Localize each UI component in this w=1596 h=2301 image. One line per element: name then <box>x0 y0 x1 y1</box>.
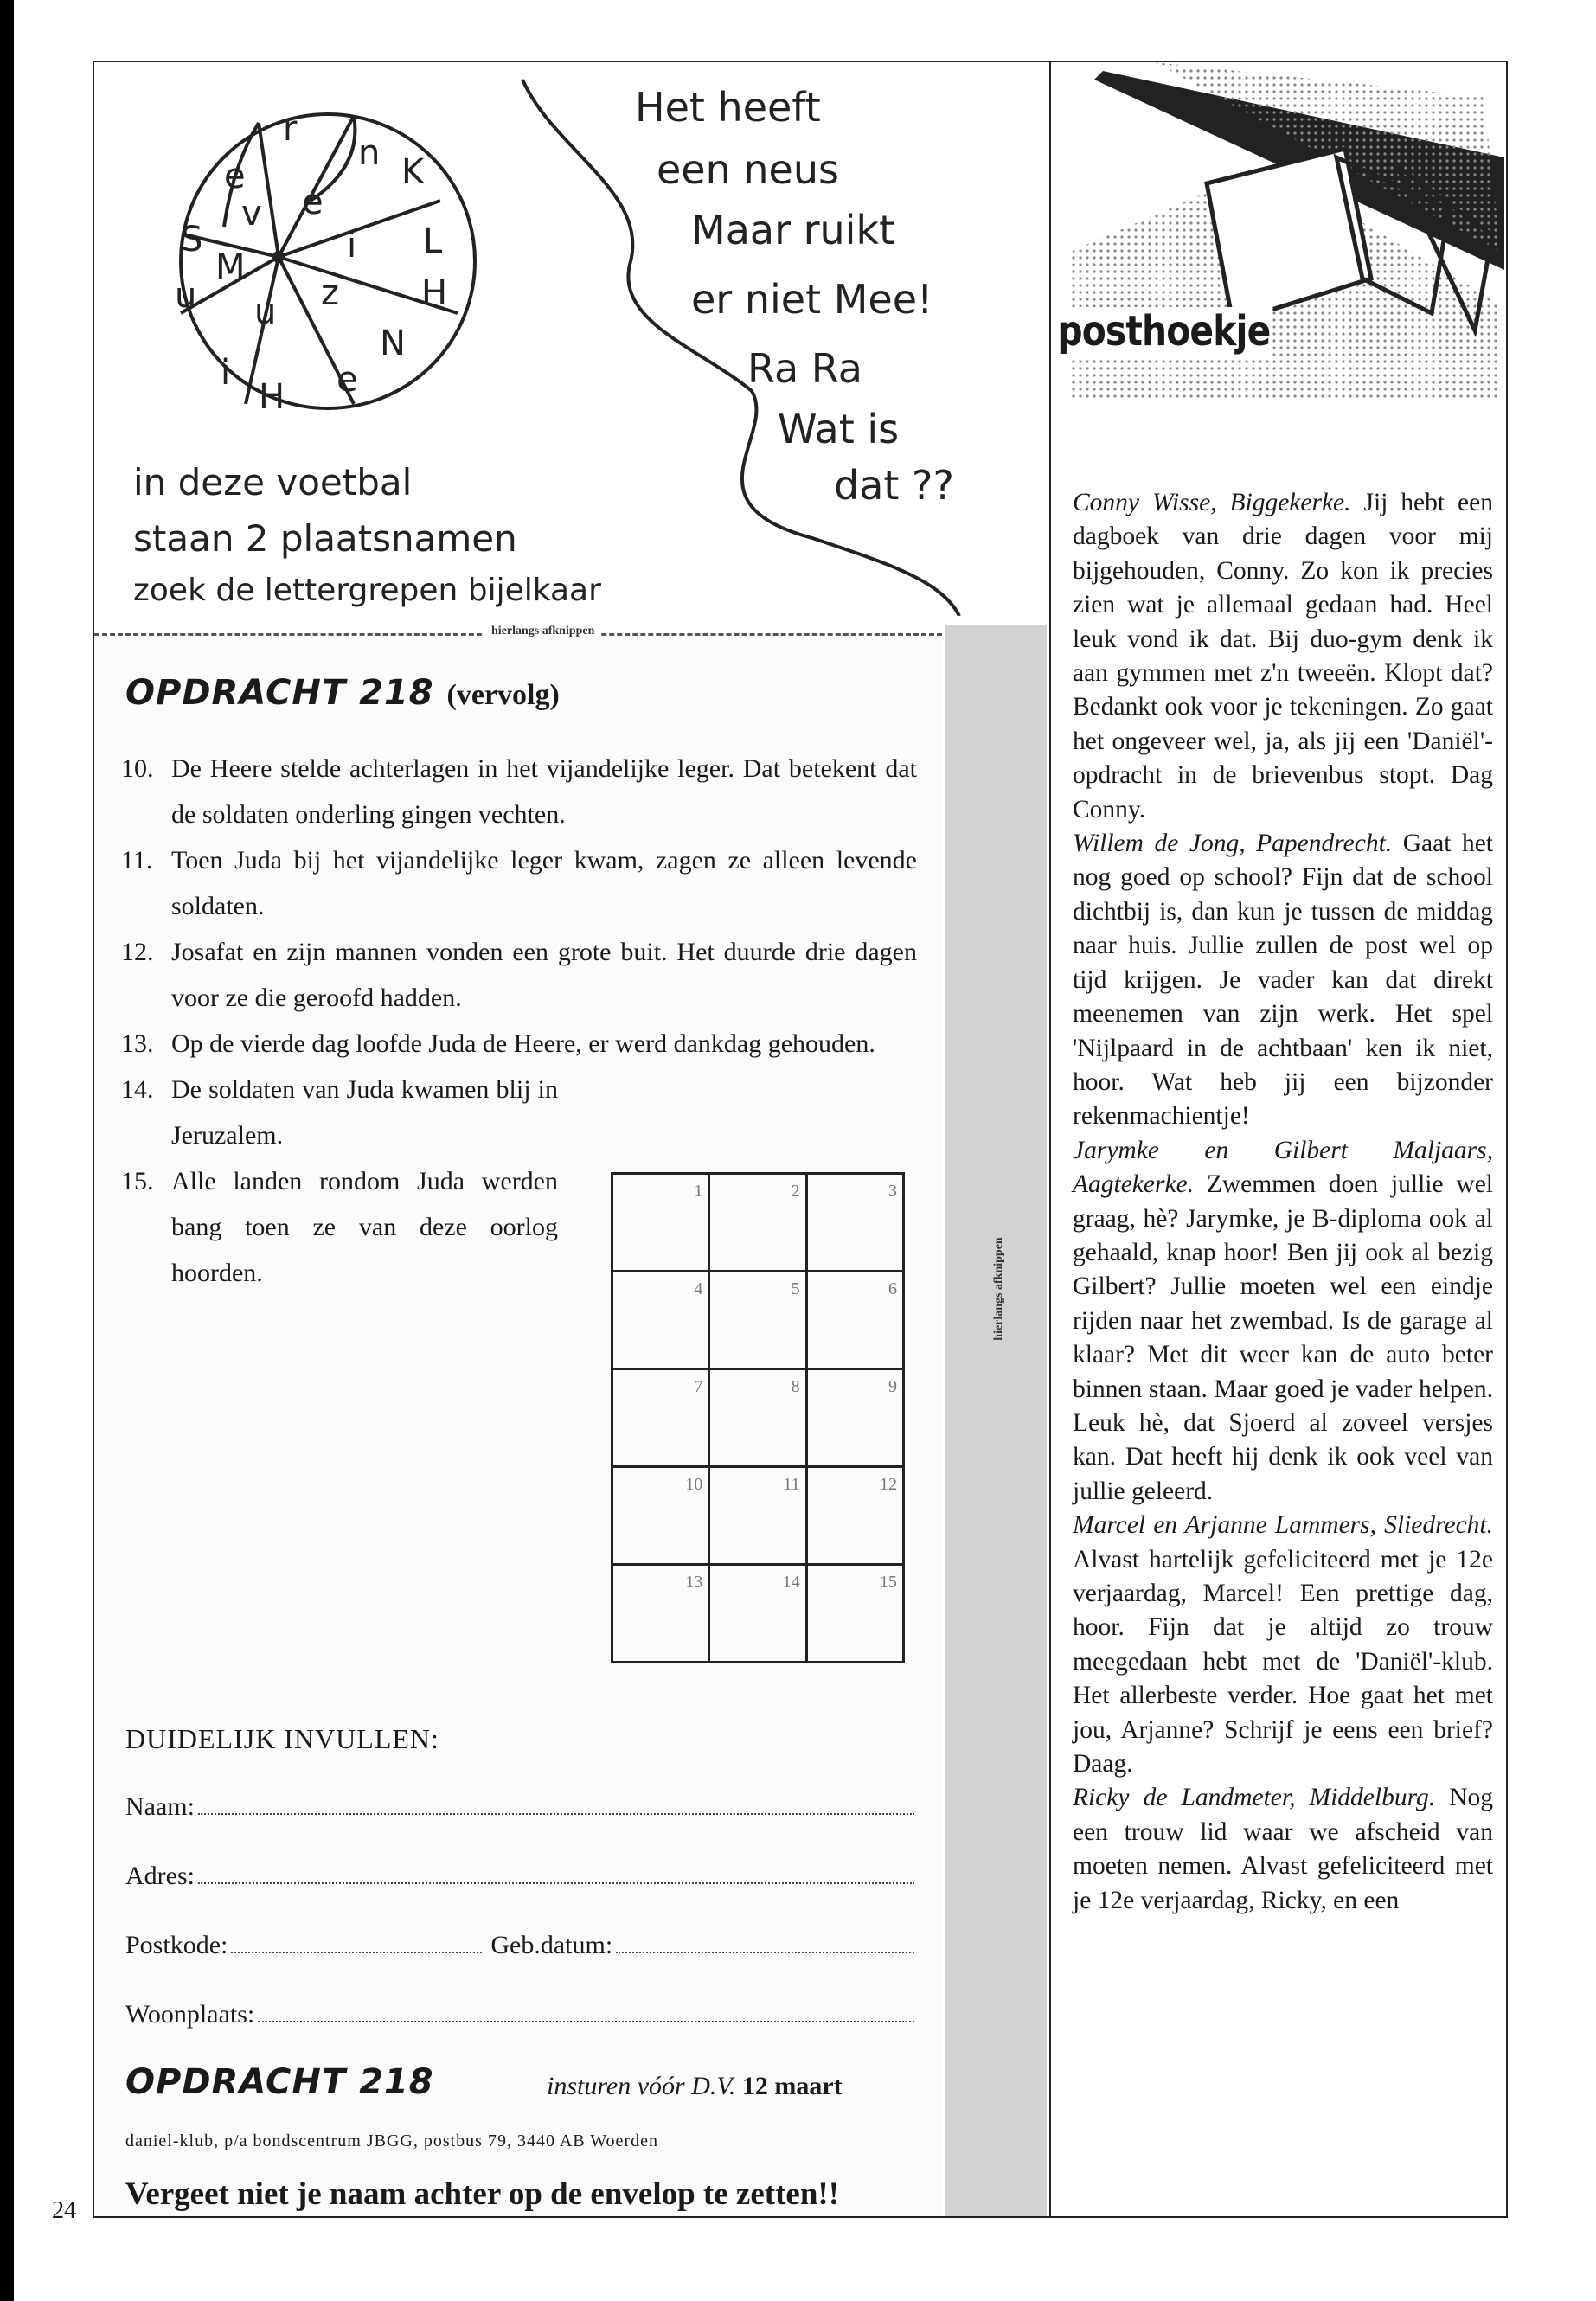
letter-reply: Jarymke en Gilbert Maljaars, Aagtekerke. Zwemmen doen jullie wel graag, hè? Jarymke, je B-diploma ook al gehaald, knap hoor! Ben jij ook al bezig Gilbert? Jullie moeten wel een eindje rijden naar het zwembad. Is de garage al klaar? Met dit weer kan de auto beter binnen staan. Maar goed je vader helpen. Leuk hè, dat Sjoerd al zoveel versjes kan. Dat heeft hij denk ik ook veel van jullie geleerd. <box>1073 1136 1494 1505</box>
grid-cell[interactable]: 14 <box>709 1565 806 1663</box>
ball-letter: M <box>215 247 246 287</box>
name-label: Naam: <box>125 1792 195 1821</box>
address-line[interactable] <box>198 1862 914 1884</box>
letter-reply: Willem de Jong, Papendrecht. Gaat het nog goed op school? Fijn dat de school dichtbij is, dan kun je tussen de middag naar huis. Jullie zullen de post wel op tijd krijgen. Je vader kan dat direkt meenemen van zijn werk. Het spel 'Nijlpaard in de achtbaan' ken ik niet, hoor. Wat heb jij een bijzonder rekenmachientje! <box>1073 830 1493 1131</box>
ball-letter: r <box>283 109 298 149</box>
statement-item: 10. De Heere stelde achterlagen in het vijandelijke leger. Dat betekent dat de soldaten onderling gingen vechten. <box>121 754 917 829</box>
postcode-label: Postkode: <box>125 1931 228 1959</box>
city-line[interactable] <box>258 2000 914 2022</box>
footer-heading: OPDRACHT 218 <box>125 2062 434 2102</box>
grid-cell[interactable]: 6 <box>806 1272 903 1369</box>
letter-reply: Ricky de Landmeter, Middelburg. Nog een trouw lid waar we afscheid van moeten nemen. Alvast gefeliciteerd met je 12e verjaardag, Ricky, en een <box>1073 1784 1494 1914</box>
form-heading-suffix: (vervolg) <box>446 679 560 711</box>
ball-letter: u <box>175 276 197 316</box>
grid-cell[interactable]: 1 <box>612 1174 709 1272</box>
letters-column <box>1073 486 1493 1918</box>
instruction-line: zoek de lettergrepen bijelkaar <box>133 573 601 608</box>
letter-reply: Conny Wisse, Biggekerke. Jij hebt een dagboek van drie dagen voor mij bijgehouden, Conny. Zo kon ik precies zien wat je allemaal gedaan had. Heel leuk vond ik dat. Bij duo-gym denk ik aan gymmen met z'n tweeën. Klopt dat? Bedankt ook voor je tekeningen. Zo gaat het ongeveer wel, ja, als jij een 'Daniël'-opdracht in de brievenbus stopt. Dag Conny. <box>1073 489 1493 824</box>
letter-recipient: Jarymke en Gilbert Maljaars, Aagtekerke. <box>1073 1136 1493 1199</box>
strip-cut-label <box>950 1073 1045 1505</box>
svg-text:hierlangs afknippen: hierlangs afknippen <box>992 1237 1005 1341</box>
cut-label: hierlangs afknippen <box>484 625 601 638</box>
statement-item: 11. Toen Juda bij het vijandelijke leger kwam, zagen ze alleen levende soldaten. <box>121 846 917 920</box>
name-field[interactable] <box>125 1792 914 1822</box>
riddle-line: Maar ruikt <box>691 207 895 253</box>
ball-letter: i <box>347 226 357 266</box>
grid-cell[interactable]: 15 <box>806 1565 903 1663</box>
grid-cell[interactable]: 11 <box>709 1467 806 1565</box>
ball-letter: e <box>224 157 246 196</box>
grid-cell[interactable]: 13 <box>612 1565 709 1663</box>
riddle-line: Het heeft <box>635 84 821 131</box>
grid-cell[interactable]: 10 <box>612 1467 709 1565</box>
puzzle-illustration <box>94 62 1048 616</box>
name-line[interactable] <box>198 1792 914 1815</box>
envelope-graphic <box>1051 62 1504 478</box>
ball-letter: n <box>358 133 381 173</box>
statement-item: 14. De soldaten van Juda kwamen blij in Jeruzalem. <box>121 1075 558 1150</box>
grid-cell[interactable]: 3 <box>806 1174 903 1272</box>
ball-letter: H <box>421 273 448 313</box>
letter-recipient: Willem de Jong, Papendrecht. <box>1073 830 1393 858</box>
binder-edge <box>0 0 14 2301</box>
ball-letter: z <box>321 273 339 313</box>
statement-item: 13. Op de vierde dag loofde Juda de Heere, er werd dankdag gehouden. <box>121 1029 875 1058</box>
grid-cell[interactable]: 5 <box>709 1272 806 1369</box>
deadline-date: 12 maart <box>741 2072 843 2100</box>
postcode-birthdate-row <box>125 1931 914 1960</box>
instruction-line: in deze voetbal <box>133 461 413 503</box>
ball-letter: H <box>259 377 285 417</box>
answer-grid <box>611 1172 905 1663</box>
envelope-reminder: Vergeet niet je naam achter op de envelop te zetten!! <box>125 2176 840 2212</box>
riddle-line: Wat is <box>778 406 900 452</box>
ball-letter: i <box>221 353 231 393</box>
letter-recipient: Ricky de Landmeter, Middelburg. <box>1073 1784 1436 1812</box>
riddle-line: er niet Mee! <box>691 276 933 323</box>
form-heading: OPDRACHT 218 (vervolg) <box>125 673 560 713</box>
ball-letter: e <box>337 360 358 400</box>
letter-reply: Marcel en Arjanne Lammers, Sliedrecht. Alvast hartelijk gefeliciteerd met je 12e verjaardag, Marcel! Een prettige dag, hoor. Fijn dat je altijd zo trouw meegedaan hebt met de 'Daniël'-klub. Het allerbeste verder. Hoe gaat het met jou, Arjanne? Schrijf je eens een brief? Daag. <box>1073 1511 1493 1779</box>
statement-item: 15. Alle landen rondom Juda werden bang toen ze van deze oorlog hoorden. <box>121 1167 558 1287</box>
page-number: 24 <box>52 2197 76 2224</box>
fill-heading: DUIDELIJK INVULLEN: <box>125 1723 439 1754</box>
riddle-line: een neus <box>657 146 839 193</box>
posthoekje-title: posthoekje <box>1054 307 1273 356</box>
ball-letter: K <box>401 152 425 192</box>
city-label: Woonplaats: <box>125 2000 255 2029</box>
postcode-line[interactable] <box>231 1931 482 1953</box>
ball-letter: N <box>380 324 406 363</box>
riddle-line: dat ?? <box>834 462 954 509</box>
instruction-line: staan 2 plaatsnamen <box>133 517 517 560</box>
deadline: insturen vóór D.V. 12 maart <box>547 2072 843 2100</box>
ball-letter: v <box>241 194 262 234</box>
grid-cell[interactable]: 8 <box>709 1369 806 1467</box>
city-field[interactable] <box>125 2000 914 2029</box>
letter-recipient: Marcel en Arjanne Lammers, Sliedrecht. <box>1073 1511 1493 1540</box>
ball-letter: L <box>423 221 443 261</box>
grid-cell[interactable]: 9 <box>806 1369 903 1467</box>
riddle-line: Ra Ra <box>747 345 862 392</box>
address-field[interactable] <box>125 1862 914 1891</box>
grid-cell[interactable]: 2 <box>709 1174 806 1272</box>
ball-letter: u <box>254 292 277 332</box>
statement-item: 12. Josafat en zijn mannen vonden een grote buit. Het duurde drie dagen voor ze die geroofd hadden. <box>121 938 917 1012</box>
postal-address: daniel-klub, p/a bondscentrum JBGG, postbus 79, 3440 AB Woerden <box>125 2131 658 2150</box>
grid-cell[interactable]: 12 <box>806 1467 903 1565</box>
birthdate-label: Geb.datum: <box>490 1931 613 1959</box>
letter-recipient: Conny Wisse, Biggekerke. <box>1073 489 1351 516</box>
ball-letter: e <box>302 183 324 222</box>
ball-letter: S <box>181 220 203 260</box>
birthdate-line[interactable] <box>616 1931 914 1953</box>
grid-cell[interactable]: 4 <box>612 1272 709 1369</box>
address-label: Adres: <box>125 1862 195 1890</box>
grid-cell[interactable]: 7 <box>612 1369 709 1467</box>
